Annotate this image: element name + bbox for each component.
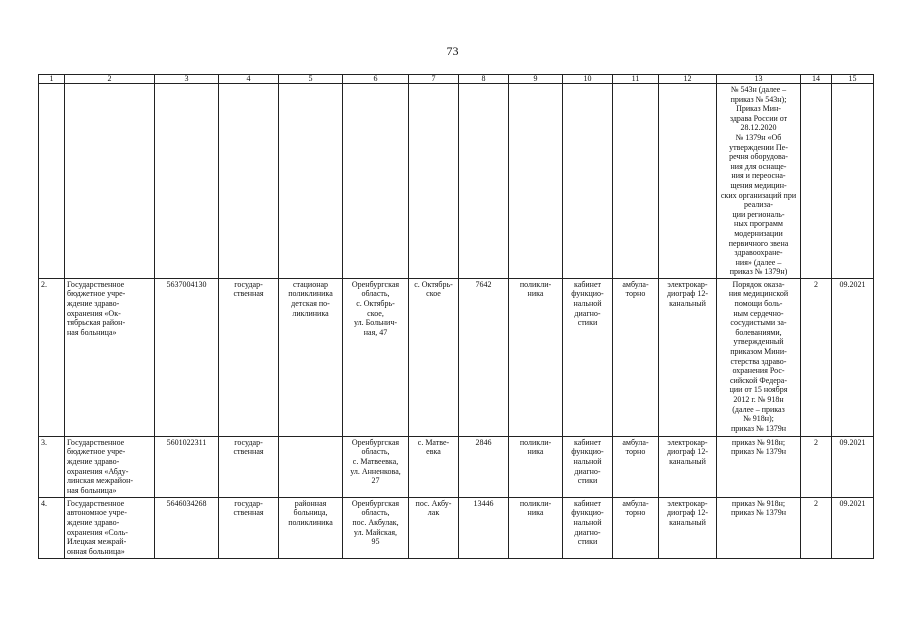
- col-header-9: 9: [509, 75, 563, 84]
- col-header-1: 1: [39, 75, 65, 84]
- col-header-3: 3: [155, 75, 219, 84]
- quantity-cell: 2: [801, 497, 832, 558]
- table-row: [39, 436, 874, 497]
- unit-type-cell: [279, 436, 343, 497]
- care-mode-cell: амбула- торно: [613, 497, 659, 558]
- col-header-15: 15: [832, 75, 874, 84]
- department-cell: поликли- ника: [509, 278, 563, 436]
- row-number: 3.: [39, 436, 65, 497]
- equipment-cell: электрокар- диограф 12- канальный: [659, 497, 717, 558]
- legal-basis-cell: приказ № 918н; приказ № 1379н: [717, 436, 801, 497]
- ownership-cell: государ- ственная: [219, 436, 279, 497]
- locality-cell: с. Октябрь- ское: [409, 278, 459, 436]
- unit-type-cell: стационар поликлиника детская по- ликлиника: [279, 278, 343, 436]
- institution-name: Государственное бюджетное учре- ждение здраво- охранения «Абду- линская межрайон- ная больница»: [65, 436, 155, 497]
- row-number: 4.: [39, 497, 65, 558]
- quantity-cell: 2: [801, 436, 832, 497]
- care-mode-cell: амбула- торно: [613, 436, 659, 497]
- col-header-14: 14: [801, 75, 832, 84]
- department-cell: поликли- ника: [509, 497, 563, 558]
- unit-type-cell: районная больница, поликлиника: [279, 497, 343, 558]
- col-header-10: 10: [563, 75, 613, 84]
- table-row: [39, 278, 874, 436]
- date-cell: 09.2021: [832, 497, 874, 558]
- cabinet-cell: кабинет функцио- нальной диагно- стики: [563, 278, 613, 436]
- table-row-continuation: [39, 84, 874, 279]
- equipment-cell: электрокар- диограф 12- канальный: [659, 436, 717, 497]
- cabinet-cell: кабинет функцио- нальной диагно- стики: [563, 436, 613, 497]
- institution-name: Государственное автономное учре- ждение здраво- охранения «Соль- Илецкая межрай- онная больница»: [65, 497, 155, 558]
- date-cell: 09.2021: [832, 278, 874, 436]
- legal-basis-cell: приказ № 918н; приказ № 1379н: [717, 497, 801, 558]
- col-header-5: 5: [279, 75, 343, 84]
- legal-basis-cell: № 543н (далее – приказ № 543н); Приказ Мин- здрава России от 28.12.2020 № 1379н «Об утверждении Пе- речня оборудова- ния для оснаще- ния и переосна- щения медицин- ских организаций при реализа- ции региональ- ных программ модернизации первичного звена здравоохране- ния» (далее – приказ № 1379н): [717, 84, 801, 279]
- col-header-4: 4: [219, 75, 279, 84]
- institution-name: Государственное бюджетное учре- ждение здраво- охранения «Ок- тябрьская район- ная больница»: [65, 278, 155, 436]
- col-header-12: 12: [659, 75, 717, 84]
- col-header-13: 13: [717, 75, 801, 84]
- quantity-cell: 2: [801, 278, 832, 436]
- inn-cell: 5637004130: [155, 278, 219, 436]
- population-cell: 13446: [459, 497, 509, 558]
- cabinet-cell: кабинет функцио- нальной диагно- стики: [563, 497, 613, 558]
- col-header-6: 6: [343, 75, 409, 84]
- col-header-8: 8: [459, 75, 509, 84]
- population-cell: 2846: [459, 436, 509, 497]
- col-header-2: 2: [65, 75, 155, 84]
- column-number-row: [39, 75, 874, 84]
- page-number: 73: [446, 44, 459, 58]
- inn-cell: 5601022311: [155, 436, 219, 497]
- locality-cell: с. Матве- евка: [409, 436, 459, 497]
- ownership-cell: государ- ственная: [219, 278, 279, 436]
- department-cell: поликли- ника: [509, 436, 563, 497]
- col-header-11: 11: [613, 75, 659, 84]
- col-header-7: 7: [409, 75, 459, 84]
- equipment-cell: электрокар- диограф 12- канальный: [659, 278, 717, 436]
- institutions-table: [38, 74, 874, 559]
- population-cell: 7642: [459, 278, 509, 436]
- inn-cell: 5646034268: [155, 497, 219, 558]
- locality-cell: пос. Акбу- лак: [409, 497, 459, 558]
- address-cell: Оренбургская область, с. Матвеевка, ул. Анненкова, 27: [343, 436, 409, 497]
- table-row: [39, 497, 874, 558]
- address-cell: Оренбургская область, с. Октябрь- ское, ул. Больнич- ная, 47: [343, 278, 409, 436]
- date-cell: 09.2021: [832, 436, 874, 497]
- ownership-cell: государ- ственная: [219, 497, 279, 558]
- care-mode-cell: амбула- торно: [613, 278, 659, 436]
- legal-basis-cell: Порядок оказа- ния медицинской помощи боль- ным сердечно- сосудистыми за- болеваниями, утвержденный приказом Мини- стерства здраво- охранения Рос- сийской Федера- ции от 15 ноября 2012 г. № 918н (далее – приказ № 918н); приказ № 1379н: [717, 278, 801, 436]
- row-number: 2.: [39, 278, 65, 436]
- address-cell: Оренбургская область, пос. Акбулак, ул. Майская, 95: [343, 497, 409, 558]
